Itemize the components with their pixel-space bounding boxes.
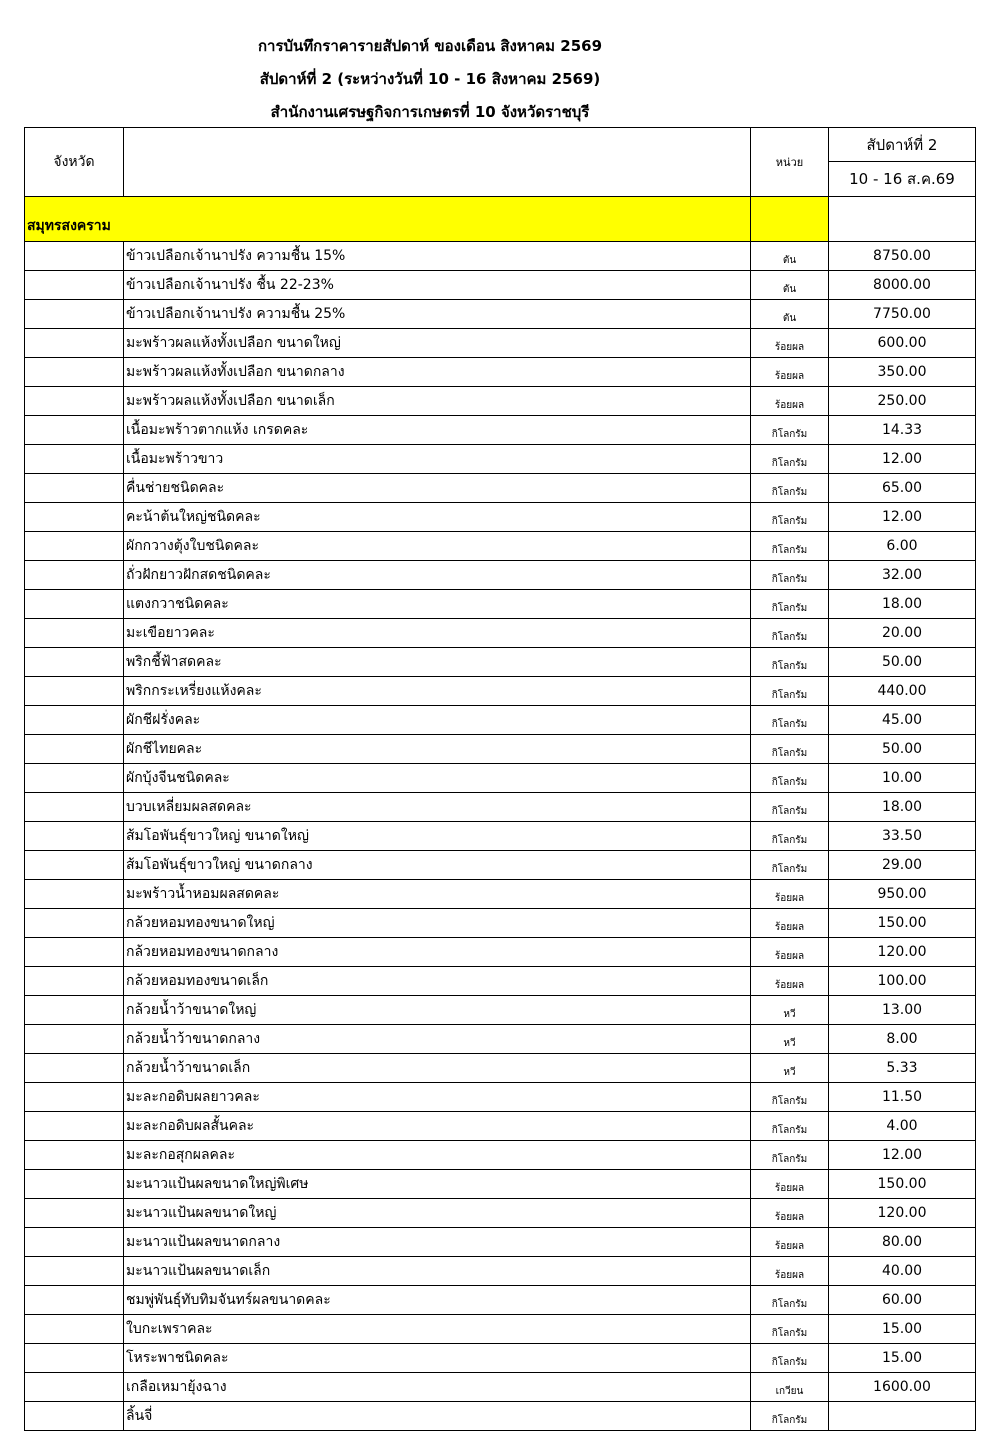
province-cell: [25, 735, 124, 764]
item-name: พริกชี้ฟ้าสดคละ: [124, 648, 751, 677]
item-name: ข้าวเปลือกเจ้านาปรัง ชื้น 22-23%: [124, 271, 751, 300]
item-price: 11.50: [829, 1083, 976, 1112]
item-price: 20.00: [829, 619, 976, 648]
province-cell: [25, 242, 124, 271]
item-unit: กิโลกรัม: [751, 822, 829, 851]
item-name: แตงกวาชนิดคละ: [124, 590, 751, 619]
table-row: [25, 706, 976, 735]
table-row: [25, 503, 976, 532]
item-price: 8000.00: [829, 271, 976, 300]
item-name: กล้วยน้ำว้าขนาดใหญ่: [124, 996, 751, 1025]
province-cell: [25, 938, 124, 967]
item-unit: กิโลกรัม: [751, 1083, 829, 1112]
table-row: [25, 1315, 976, 1344]
item-price: 18.00: [829, 590, 976, 619]
item-name: กล้วยน้ำว้าขนาดเล็ก: [124, 1054, 751, 1083]
table-row: [25, 590, 976, 619]
province-cell: [25, 387, 124, 416]
header-unit: หน่วย: [751, 128, 829, 197]
title-line-3: สำนักงานเศรษฐกิจการเกษตรที่ 10 จังหวัดราชบุรี: [270, 103, 590, 121]
province-cell: [25, 445, 124, 474]
item-price: 45.00: [829, 706, 976, 735]
item-name: มะพร้าวผลแห้งทั้งเปลือก ขนาดใหญ่: [124, 329, 751, 358]
item-unit: กิโลกรัม: [751, 851, 829, 880]
item-name: ใบกะเพราคละ: [124, 1315, 751, 1344]
item-price: 29.00: [829, 851, 976, 880]
item-price: 8750.00: [829, 242, 976, 271]
province-unit-blank: [751, 197, 829, 242]
table-row: [25, 1170, 976, 1199]
item-name: คะน้าต้นใหญ่ชนิดคละ: [124, 503, 751, 532]
table-row: [25, 880, 976, 909]
table-row: [25, 1199, 976, 1228]
item-unit: กิโลกรัม: [751, 793, 829, 822]
item-name: ถั่วฝักยาวฝักสดชนิดคละ: [124, 561, 751, 590]
price-table: [24, 127, 976, 1431]
province-cell: [25, 1170, 124, 1199]
item-price: 60.00: [829, 1286, 976, 1315]
item-unit: กิโลกรัม: [751, 1112, 829, 1141]
item-price: 15.00: [829, 1344, 976, 1373]
table-row: [25, 1083, 976, 1112]
header-province: จังหวัด: [25, 128, 124, 197]
header-date-range: 10 - 16 ส.ค.69: [829, 162, 976, 197]
item-price: 7750.00: [829, 300, 976, 329]
item-unit: ร้อยผล: [751, 387, 829, 416]
item-name: พริกกระเหรี่ยงแห้งคละ: [124, 677, 751, 706]
item-unit: กิโลกรัม: [751, 764, 829, 793]
table-row: [25, 764, 976, 793]
item-name: กล้วยหอมทองขนาดใหญ่: [124, 909, 751, 938]
item-unit: ร้อยผล: [751, 1199, 829, 1228]
table-row: [25, 1112, 976, 1141]
province-cell: [25, 909, 124, 938]
item-name: มะพร้าวผลแห้งทั้งเปลือก ขนาดกลาง: [124, 358, 751, 387]
province-cell: [25, 1286, 124, 1315]
item-name: ส้มโอพันธุ์ขาวใหญ่ ขนาดใหญ่: [124, 822, 751, 851]
table-row: [25, 1141, 976, 1170]
item-unit: กิโลกรัม: [751, 619, 829, 648]
header-week: สัปดาห์ที่ 2: [829, 128, 976, 162]
province-cell: [25, 619, 124, 648]
item-price: 4.00: [829, 1112, 976, 1141]
item-name: กล้วยน้ำว้าขนาดกลาง: [124, 1025, 751, 1054]
item-name: ผักบุ้งจีนชนิดคละ: [124, 764, 751, 793]
item-unit: กิโลกรัม: [751, 677, 829, 706]
item-unit: กิโลกรัม: [751, 648, 829, 677]
table-row: [25, 1373, 976, 1402]
item-price: 15.00: [829, 1315, 976, 1344]
item-unit: ตัน: [751, 242, 829, 271]
province-cell: [25, 358, 124, 387]
province-cell: [25, 1054, 124, 1083]
item-name: มะละกอดิบผลสั้นคละ: [124, 1112, 751, 1141]
table-row: [25, 851, 976, 880]
table-row: [25, 300, 976, 329]
table-row: [25, 938, 976, 967]
item-unit: ตัน: [751, 271, 829, 300]
item-unit: ร้อยผล: [751, 938, 829, 967]
item-price: 600.00: [829, 329, 976, 358]
item-price: 250.00: [829, 387, 976, 416]
table-row: [25, 1257, 976, 1286]
item-name: ส้มโอพันธุ์ขาวใหญ่ ขนาดกลาง: [124, 851, 751, 880]
header-item-blank: [124, 128, 751, 197]
item-price: 50.00: [829, 735, 976, 764]
item-name: มะนาวแป้นผลขนาดใหญ่พิเศษ: [124, 1170, 751, 1199]
province-cell: [25, 764, 124, 793]
item-name: บวบเหลี่ยมผลสดคละ: [124, 793, 751, 822]
item-price: 100.00: [829, 967, 976, 996]
item-price: 80.00: [829, 1228, 976, 1257]
item-name: มะเขือยาวคละ: [124, 619, 751, 648]
item-price: 150.00: [829, 909, 976, 938]
item-price: 40.00: [829, 1257, 976, 1286]
item-price: 120.00: [829, 938, 976, 967]
item-name: มะนาวแป้นผลขนาดกลาง: [124, 1228, 751, 1257]
item-price: 32.00: [829, 561, 976, 590]
province-cell: [25, 1025, 124, 1054]
province-cell: [25, 706, 124, 735]
province-cell: [25, 503, 124, 532]
item-unit: ร้อยผล: [751, 1228, 829, 1257]
table-row: [25, 677, 976, 706]
item-price: 12.00: [829, 503, 976, 532]
province-cell: [25, 996, 124, 1025]
item-unit: หวี: [751, 1025, 829, 1054]
table-row: [25, 1025, 976, 1054]
province-name: สมุทรสงคราม: [25, 197, 751, 242]
province-cell: [25, 416, 124, 445]
item-unit: กิโลกรัม: [751, 1286, 829, 1315]
item-price: 6.00: [829, 532, 976, 561]
province-cell: [25, 474, 124, 503]
table-row: [25, 416, 976, 445]
item-price: 350.00: [829, 358, 976, 387]
province-cell: [25, 1373, 124, 1402]
table-row: [25, 822, 976, 851]
item-price: 8.00: [829, 1025, 976, 1054]
province-cell: [25, 851, 124, 880]
item-name: มะนาวแป้นผลขนาดใหญ่: [124, 1199, 751, 1228]
item-name: เนื้อมะพร้าวตากแห้ง เกรดคละ: [124, 416, 751, 445]
province-cell: [25, 1141, 124, 1170]
item-price: 33.50: [829, 822, 976, 851]
item-name: มะพร้าวน้ำหอมผลสดคละ: [124, 880, 751, 909]
item-price: 120.00: [829, 1199, 976, 1228]
item-unit: ร้อยผล: [751, 909, 829, 938]
item-price: 10.00: [829, 764, 976, 793]
province-cell: [25, 1315, 124, 1344]
table-row: [25, 358, 976, 387]
province-cell: [25, 1112, 124, 1141]
table-row: [25, 445, 976, 474]
item-name: มะพร้าวผลแห้งทั้งเปลือก ขนาดเล็ก: [124, 387, 751, 416]
item-unit: ร้อยผล: [751, 967, 829, 996]
item-unit: หวี: [751, 996, 829, 1025]
item-price: 65.00: [829, 474, 976, 503]
item-price: 440.00: [829, 677, 976, 706]
province-cell: [25, 561, 124, 590]
item-name: มะนาวแป้นผลขนาดเล็ก: [124, 1257, 751, 1286]
title-line-1: การบันทึกราคารายสัปดาห์ ของเดือน สิงหาคม 2569: [257, 37, 603, 55]
item-unit: กิโลกรัม: [751, 561, 829, 590]
item-unit: ร้อยผล: [751, 329, 829, 358]
province-cell: [25, 329, 124, 358]
province-cell: [25, 1257, 124, 1286]
item-price: 50.00: [829, 648, 976, 677]
item-price: 13.00: [829, 996, 976, 1025]
province-cell: [25, 300, 124, 329]
item-unit: กิโลกรัม: [751, 706, 829, 735]
item-price: 14.33: [829, 416, 976, 445]
item-price: 150.00: [829, 1170, 976, 1199]
item-name: เนื้อมะพร้าวขาว: [124, 445, 751, 474]
province-cell: [25, 677, 124, 706]
item-unit: ร้อยผล: [751, 358, 829, 387]
item-name: ลิ้นจี่: [124, 1402, 751, 1431]
province-cell: [25, 1199, 124, 1228]
table-row: [25, 996, 976, 1025]
table-row: [25, 329, 976, 358]
table-row: [25, 619, 976, 648]
item-name: ผักกวางตุ้งใบชนิดคละ: [124, 532, 751, 561]
item-name: กล้วยหอมทองขนาดเล็ก: [124, 967, 751, 996]
item-unit: กิโลกรัม: [751, 445, 829, 474]
item-unit: เกวียน: [751, 1373, 829, 1402]
province-cell: [25, 967, 124, 996]
item-name: คื่นช่ายชนิดคละ: [124, 474, 751, 503]
table-row: [25, 474, 976, 503]
item-unit: ร้อยผล: [751, 1170, 829, 1199]
province-cell: [25, 1344, 124, 1373]
province-cell: [25, 1228, 124, 1257]
table-row: [25, 967, 976, 996]
table-row: [25, 1402, 976, 1431]
item-unit: ร้อยผล: [751, 1257, 829, 1286]
table-row: [25, 735, 976, 764]
table-row: [25, 793, 976, 822]
item-unit: กิโลกรัม: [751, 416, 829, 445]
item-unit: กิโลกรัม: [751, 1344, 829, 1373]
item-name: มะละกอสุกผลคละ: [124, 1141, 751, 1170]
title-line-2: สัปดาห์ที่ 2 (ระหว่างวันที่ 10 - 16 สิงหาคม 2569): [259, 70, 601, 88]
item-name: โหระพาชนิดคละ: [124, 1344, 751, 1373]
item-unit: กิโลกรัม: [751, 590, 829, 619]
table-row: [25, 1228, 976, 1257]
header-row: [25, 128, 976, 162]
province-price-blank: [829, 197, 976, 242]
province-cell: [25, 271, 124, 300]
item-unit: กิโลกรัม: [751, 1402, 829, 1431]
item-name: ข้าวเปลือกเจ้านาปรัง ความชื้น 15%: [124, 242, 751, 271]
province-cell: [25, 590, 124, 619]
item-price: 5.33: [829, 1054, 976, 1083]
table-row: [25, 532, 976, 561]
item-name: ชมพู่พันธุ์ทับทิมจันทร์ผลขนาดคละ: [124, 1286, 751, 1315]
province-cell: [25, 880, 124, 909]
province-cell: [25, 532, 124, 561]
table-row: [25, 1344, 976, 1373]
item-name: ผักชีฝรั่งคละ: [124, 706, 751, 735]
item-name: ผักชีไทยคละ: [124, 735, 751, 764]
item-unit: กิโลกรัม: [751, 532, 829, 561]
item-price: 950.00: [829, 880, 976, 909]
item-name: ข้าวเปลือกเจ้านาปรัง ความชื้น 25%: [124, 300, 751, 329]
province-cell: [25, 793, 124, 822]
item-price: 1600.00: [829, 1373, 976, 1402]
item-unit: กิโลกรัม: [751, 474, 829, 503]
item-name: กล้วยหอมทองขนาดกลาง: [124, 938, 751, 967]
province-cell: [25, 1402, 124, 1431]
item-price: [829, 1402, 976, 1431]
province-cell: [25, 822, 124, 851]
item-price: 12.00: [829, 445, 976, 474]
item-unit: กิโลกรัม: [751, 735, 829, 764]
item-name: มะละกอดิบผลยาวคละ: [124, 1083, 751, 1112]
item-unit: ตัน: [751, 300, 829, 329]
table-row: [25, 561, 976, 590]
item-price: 18.00: [829, 793, 976, 822]
item-name: เกลือเหมายุ้งฉาง: [124, 1373, 751, 1402]
table-row: [25, 387, 976, 416]
item-unit: หวี: [751, 1054, 829, 1083]
item-price: 12.00: [829, 1141, 976, 1170]
province-row: [25, 197, 976, 242]
province-cell: [25, 648, 124, 677]
table-row: [25, 1286, 976, 1315]
item-unit: กิโลกรัม: [751, 1315, 829, 1344]
table-row: [25, 242, 976, 271]
table-row: [25, 1054, 976, 1083]
item-unit: กิโลกรัม: [751, 1141, 829, 1170]
document-titles: [0, 30, 860, 129]
table-row: [25, 909, 976, 938]
table-row: [25, 648, 976, 677]
item-unit: ร้อยผล: [751, 880, 829, 909]
table-row: [25, 271, 976, 300]
item-unit: กิโลกรัม: [751, 503, 829, 532]
province-cell: [25, 1083, 124, 1112]
